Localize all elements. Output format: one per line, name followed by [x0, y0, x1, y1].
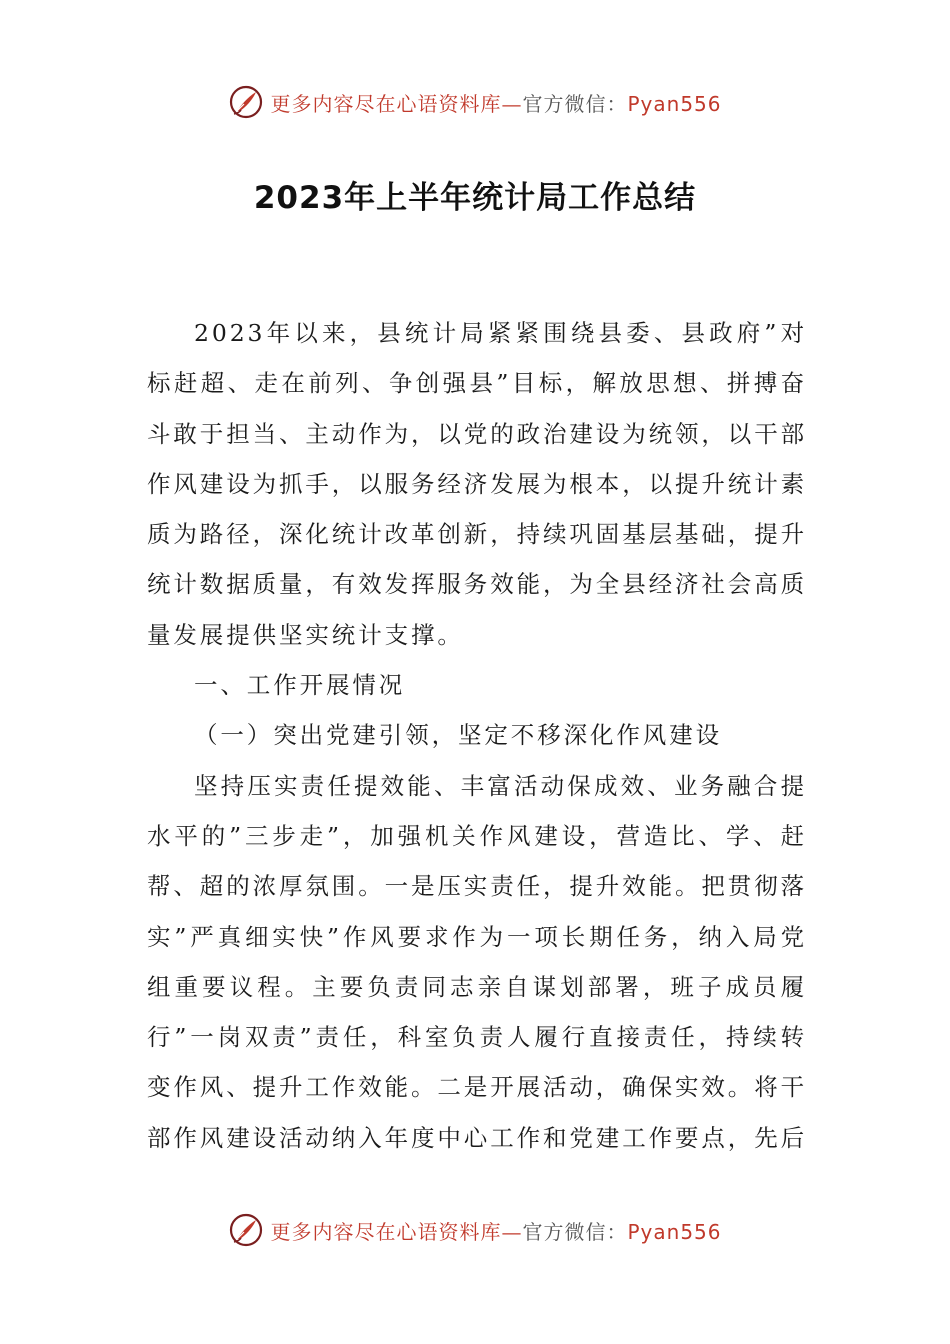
watermark-wechat-id: Pyan556 [627, 91, 722, 116]
watermark-text [270, 88, 721, 117]
watermark-slogan: 更多内容尽在心语资料库 [270, 91, 502, 116]
watermark-dash: — [501, 91, 523, 116]
footer-watermark-banner [0, 1210, 950, 1250]
header-watermark-banner [0, 82, 950, 122]
document-body [147, 308, 807, 1163]
intro-paragraph: 2023年以来，县统计局紧紧围绕县委、县政府”对标赶超、走在前列、争创强县”目标，解放思想、拼搏奋斗敢于担当、主动作为，以党的政治建设为统领，以干部作风建设为抓手，以服务经济发展为根本，以提升统计素质为路径，深化统计改革创新，持续巩固基层基础，提升统计数据质量，有效发挥服务效能，为全县经济社会高质量发展提供坚实统计支撑。 [147, 319, 807, 649]
quill-pen-logo-icon [228, 1212, 264, 1248]
subsection-heading: （一）突出党建引领，坚定不移深化作风建设 [194, 721, 722, 750]
watermark-wechat-id: Pyan556 [627, 1219, 722, 1244]
watermark-official-label: 官方微信： [522, 1219, 628, 1244]
document-title: 2023年上半年统计局工作总结 [253, 180, 697, 216]
watermark-dash: — [501, 1219, 523, 1244]
section-heading: 一、工作开展情况 [194, 671, 406, 700]
watermark-slogan: 更多内容尽在心语资料库 [270, 1219, 502, 1244]
watermark-text [270, 1216, 721, 1245]
watermark-official-label: 官方微信： [522, 91, 628, 116]
body-paragraph: 坚持压实责任提效能、丰富活动保成效、业务融合提水平的”三步走”，加强机关作风建设，营造比、学、赶帮、超的浓厚氛围。一是压实责任，提升效能。把贯彻落实”严真细实快”作风要求作为一项长期任务，纳入局党组重要议程。主要负责同志亲自谋划部署，班子成员履行”一岗双责”责任，科室负责人履行直接责任，持续转变作风、提升工作效能。二是开展活动，确保实效。将干部作风建设活动纳入年度中心工作和党建工作要点，先后 [147, 771, 807, 1152]
quill-pen-logo-icon [228, 84, 264, 120]
